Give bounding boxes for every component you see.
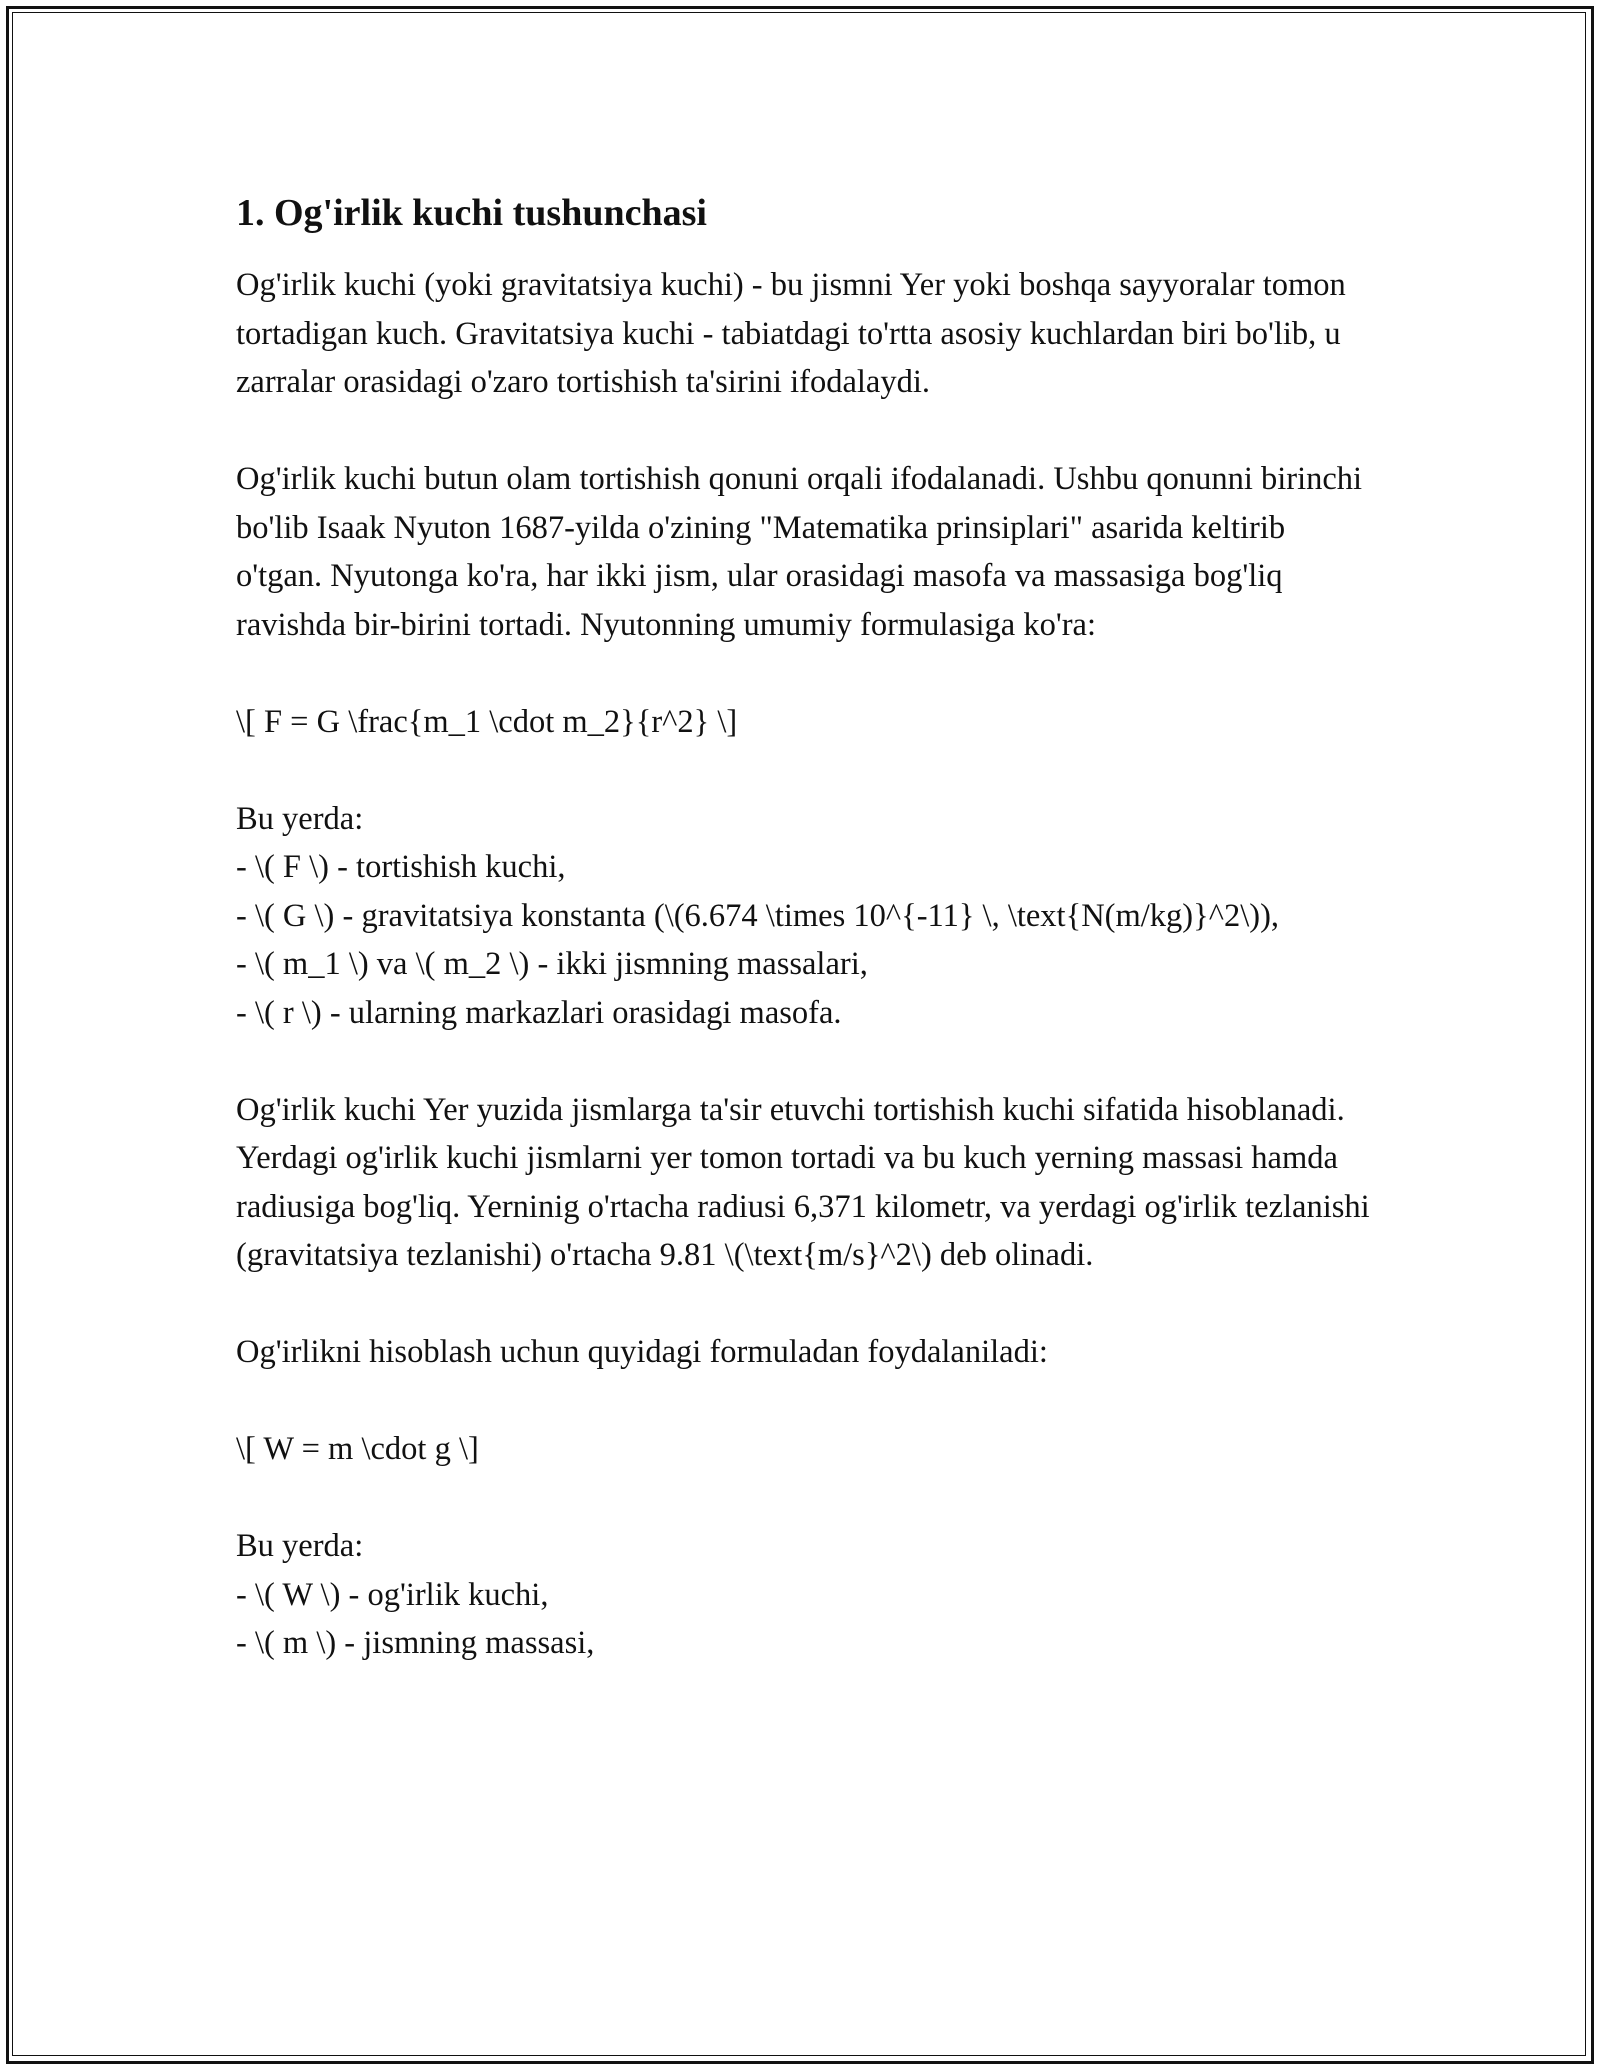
formula-weight: \[ W = m \cdot g \] bbox=[236, 1431, 479, 1467]
list-intro: Bu yerda: bbox=[236, 1528, 364, 1564]
list-intro: Bu yerda: bbox=[236, 800, 364, 837]
paragraph-gap bbox=[236, 746, 1376, 795]
paragraph-gap bbox=[236, 1280, 1376, 1329]
list-item: - \( r \) - ularning markazlari orasidagi masofa. bbox=[236, 994, 842, 1031]
list-item: - \( F \) - tortishish kuchi, bbox=[236, 849, 566, 885]
list-item: - \( W \) - og'irlik kuchi, bbox=[236, 1576, 549, 1613]
list-item: - \( G \) - gravitatsiya konstanta (\(6.674 \times 10^{-11} \, \text{N(m/kg)}^2\)), bbox=[236, 897, 1280, 934]
paragraph-newton-law: Og'irlik kuchi butun olam tortishish qonuni orqali ifodalanadi. Ushbu qonunni birinchi bo'lib Isaak Nyuton 1687-yilda o'zining "Matematika prinsiplari" asarida keltirib o'tgan. Nyutonga ko'ra, har ikki jism, ular orasidagi masofa va massasiga bog'liq ravishda bir-birini tortadi. Nyutonning umumiy formulasiga ko'ra: bbox=[236, 461, 1363, 643]
document-body bbox=[236, 187, 1376, 1668]
list-item: - \( m \) - jismning massasi, bbox=[236, 1625, 595, 1661]
variable-list-1 bbox=[236, 795, 1376, 1038]
paragraph-gap bbox=[236, 407, 1376, 456]
paragraph-gap bbox=[236, 1474, 1376, 1523]
paragraph-definition: Og'irlik kuchi (yoki gravitatsiya kuchi) - bu jismni Yer yoki boshqa sayyoralar tomon tortadigan kuch. Gravitatsiya kuchi - tabiatdagi to'rtta asosiy kuchlardan biri bo'lib, u zarralar orasidagi o'zaro tortishish ta'sirini ifodalaydi. bbox=[236, 267, 1346, 400]
paragraph-gap bbox=[236, 649, 1376, 698]
paragraph-earth-gravity: Og'irlik kuchi Yer yuzida jismlarga ta'sir etuvchi tortishish kuchi sifatida hisoblanadi. Yerdagi og'irlik kuchi jismlarni yer tomon tortadi va bu kuch yerning massasi hamda radiusiga bog'liq. Yerninig o'rtacha radiusi 6,371 kilometr, va yerdagi og'irlik tezlanishi (gravitatsiya tezlanishi) o'rtacha 9.81 \(\text{m/s}^2\) deb olinadi. bbox=[236, 1091, 1370, 1273]
list-item: - \( m_1 \) va \( m_2 \) - ikki jismning massalari, bbox=[236, 946, 868, 982]
paragraph-gap bbox=[236, 1037, 1376, 1086]
paragraph-weight-intro: Og'irlikni hisoblash uchun quyidagi formuladan foydalaniladi: bbox=[236, 1334, 1048, 1370]
variable-list-2 bbox=[236, 1522, 1376, 1668]
section-heading: 1. Og'irlik kuchi tushunchasi bbox=[236, 192, 707, 234]
paragraph-gap bbox=[236, 1377, 1376, 1426]
formula-gravitation: \[ F = G \frac{m_1 \cdot m_2}{r^2} \] bbox=[236, 703, 738, 740]
